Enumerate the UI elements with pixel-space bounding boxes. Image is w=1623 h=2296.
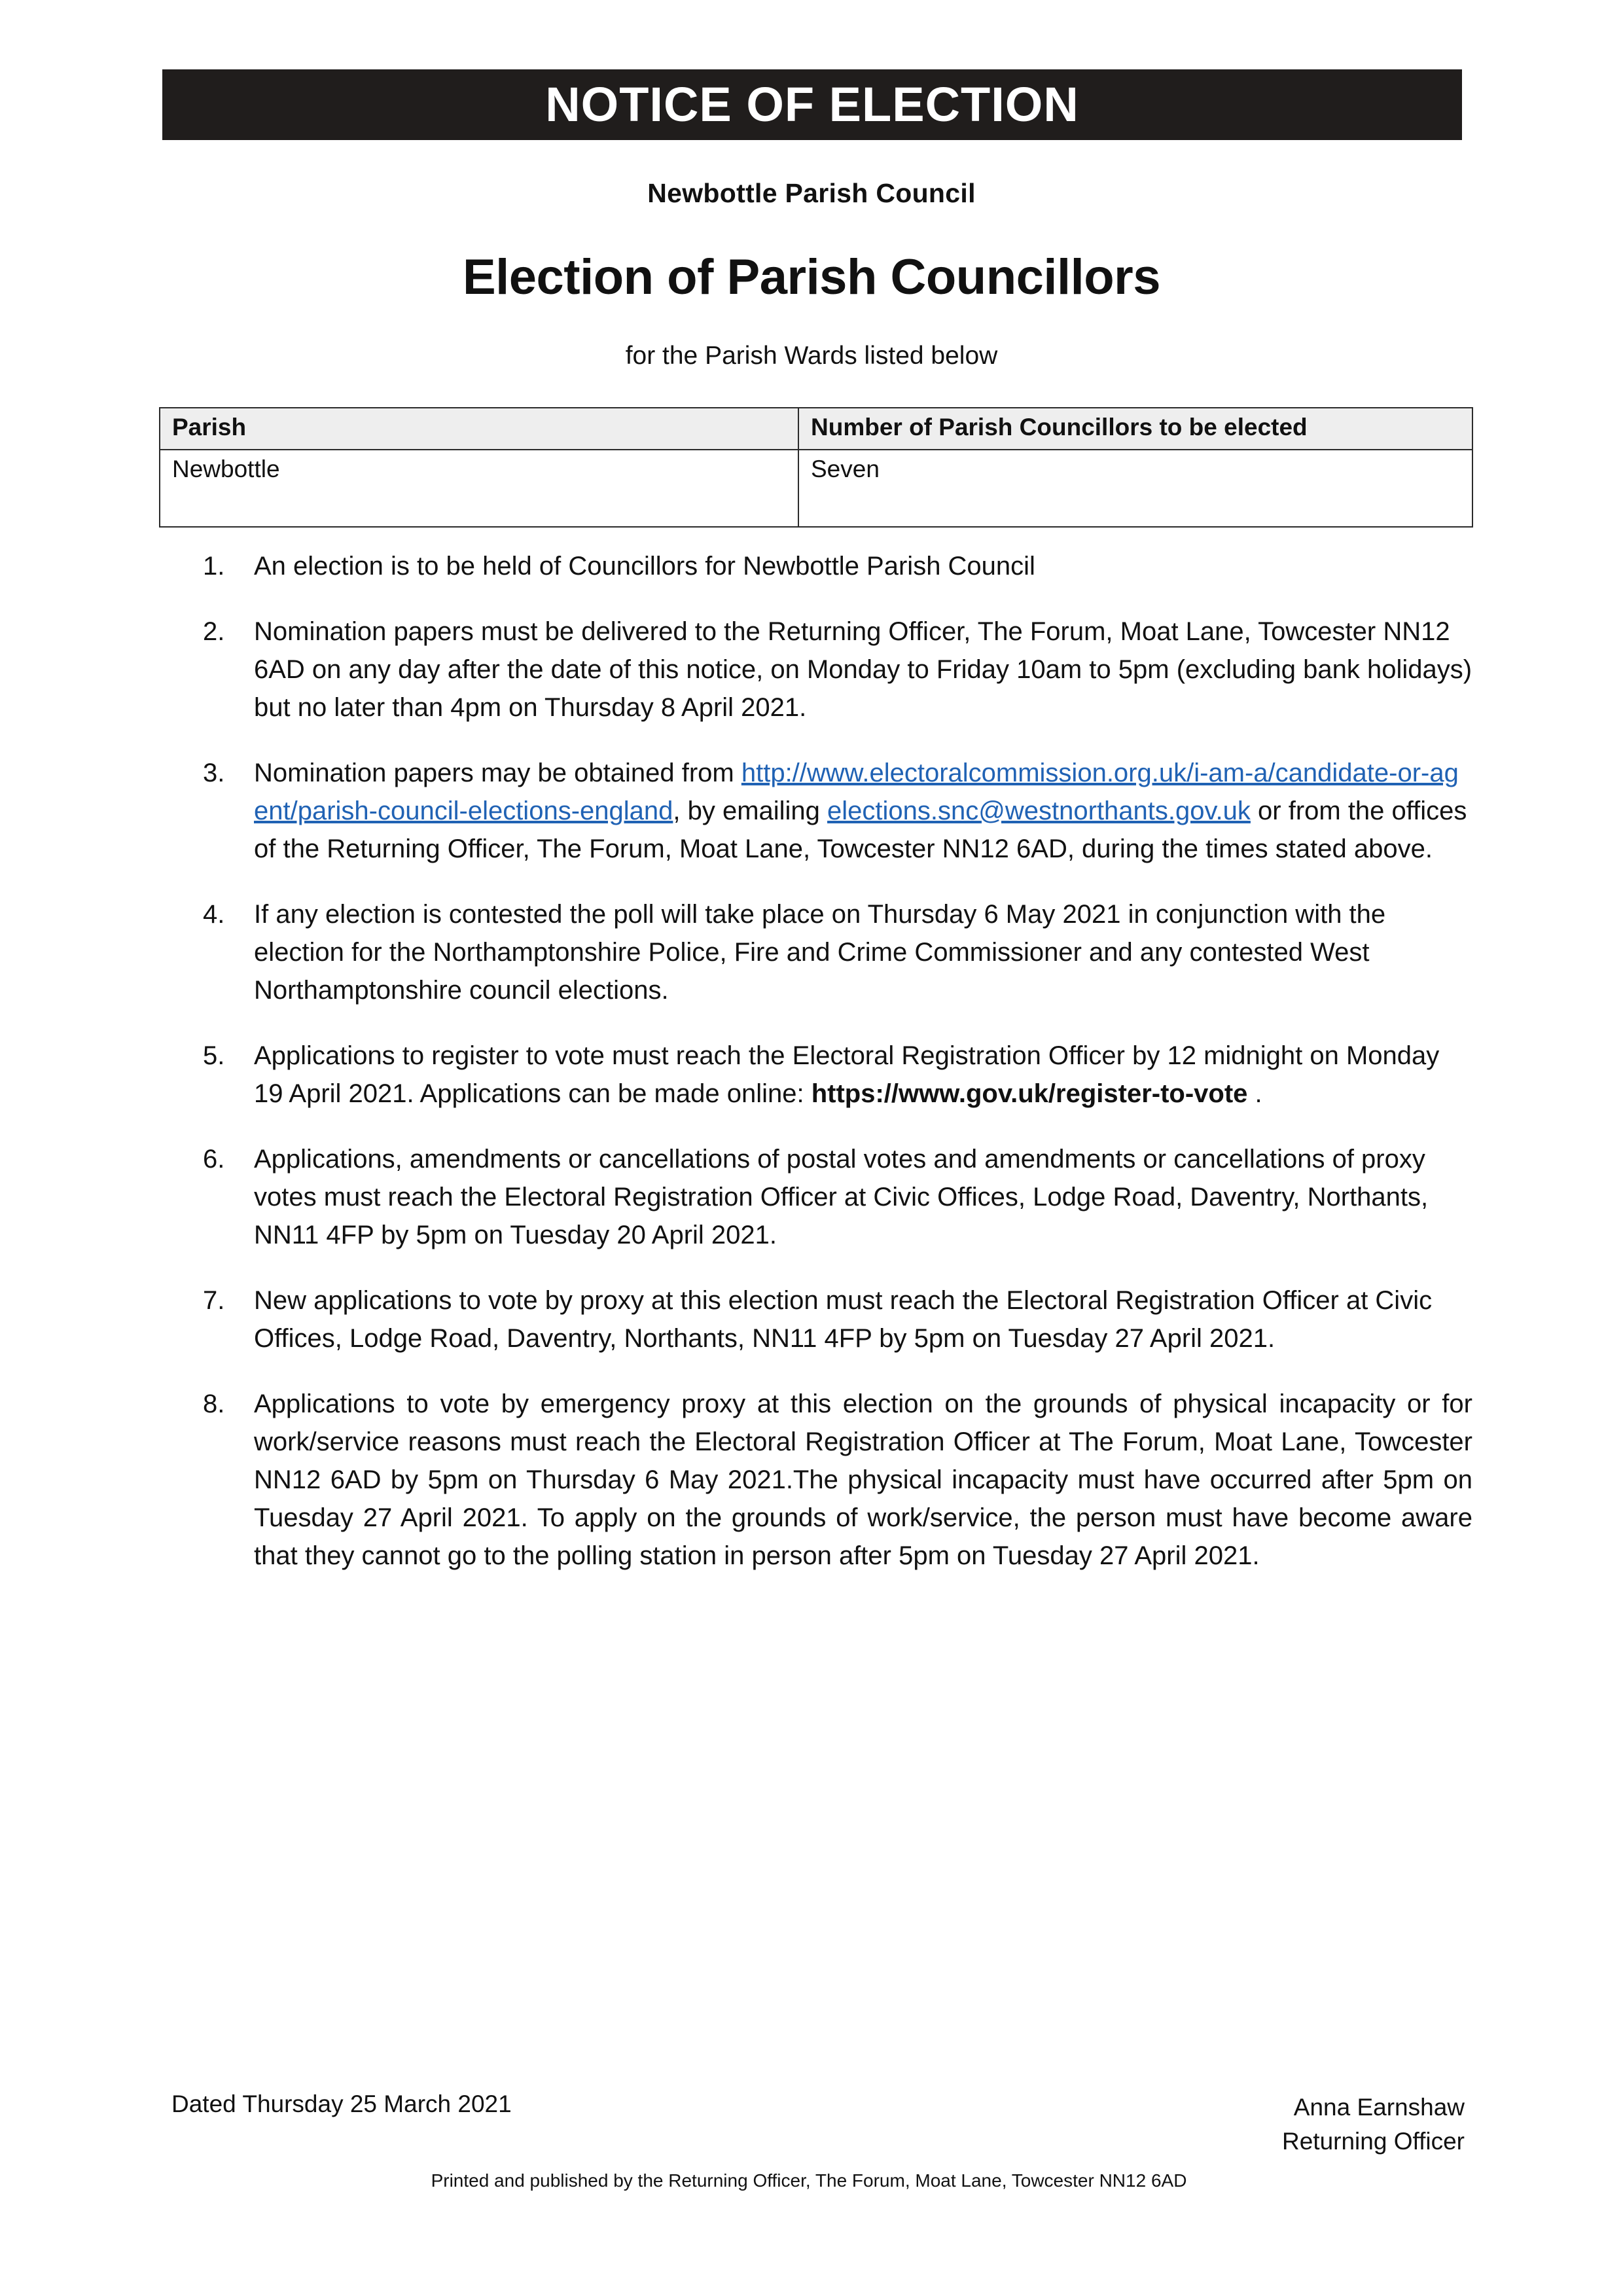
clause-text-run: Nomination papers may be obtained from — [254, 759, 741, 787]
clause-number: 2. — [203, 617, 225, 646]
print-publication-line — [0, 2170, 1623, 2191]
page-subtitle: for the Parish Wards listed below — [625, 342, 998, 370]
page-title: Election of Parish Councillors — [462, 249, 1161, 305]
column-header-councillors: Number of Parish Councillors to be elected — [798, 408, 1472, 450]
clause-number: 3. — [203, 759, 225, 787]
dated-line: Dated Thursday 25 March 2021 — [171, 2090, 512, 2117]
clause-text — [254, 1385, 1472, 1575]
clause-text-run: If any election is contested the poll will take place on Thursday 6 May 2021 in conjunction with the election for the Northamptonshire Police, Fire and Crime Commissioner and any contested West Northamptonshire council elections. — [254, 900, 1386, 1005]
returning-officer-name: Anna Earnshaw — [1293, 2094, 1465, 2121]
clause-number: 4. — [203, 900, 225, 929]
clause-number: 6. — [203, 1145, 225, 1174]
clause-number: 1. — [203, 552, 225, 581]
clause-text-run: Applications to register to vote must reach the Electoral Registration Officer by 12 midnight on Monday 19 April 2021. Applications can be made online: — [254, 1041, 1440, 1108]
clause-text-run: Applications, amendments or cancellations of postal votes and amendments or cancellations of proxy votes must reach the Electoral Registration Officer at Civic Offices, Lodge Road, Daventry, Northants, NN11 4FP by 5pm on Tuesday 20 April 2021. — [254, 1145, 1429, 1249]
print-publication-text: Printed and published by the Returning Officer, The Forum, Moat Lane, Towcester NN12 6AD — [431, 2170, 1187, 2191]
clause-link[interactable]: http://www.electoralcommission.org.uk/i-am-a/candidate-or-agent/parish-council-elections-england — [254, 759, 1459, 825]
notice-banner — [162, 69, 1462, 140]
clause-list — [203, 547, 1472, 1602]
clause-text — [254, 754, 1472, 868]
clause-number: 7. — [203, 1286, 225, 1315]
cell-parish-name: Newbottle — [160, 450, 798, 527]
clause-text — [254, 1140, 1472, 1254]
clause-link[interactable]: elections.snc@westnorthants.gov.uk — [827, 797, 1251, 825]
clause-bold-url: https://www.gov.uk/register-to-vote — [811, 1079, 1248, 1108]
clause-text — [254, 1282, 1472, 1357]
ward-table-header-row — [160, 408, 1472, 450]
clause-text-run: Applications to vote by emergency proxy at this election on the grounds of physical incapacity or for work/service reasons must reach the Electoral Registration Officer at The Forum, Moat Lane, Towcester NN12 6AD by 5pm on Thursday 6 May 2021.The physical incapacity must have occurred after 5pm on Tuesday 27 April 2021. To apply on the grounds of work/service, the person must have become aware that they cannot go to the polling station in person after 5pm on Tuesday 27 April 2021. — [254, 1390, 1472, 1570]
clause-text — [254, 613, 1472, 726]
table-row — [160, 450, 1472, 527]
clause-text-run: , by emailing — [673, 797, 828, 825]
clause-item — [203, 613, 1472, 726]
clause-text-run: or from the offices of the Returning Officer, The Forum, Moat Lane, Towcester NN12 6AD, during the times stated above. — [254, 797, 1467, 863]
clause-number: 8. — [203, 1390, 225, 1418]
clause-item — [203, 895, 1472, 1009]
clause-text-run: New applications to vote by proxy at this election must reach the Electoral Registration Officer at Civic Offices, Lodge Road, Daventry, Northants, NN11 4FP by 5pm on Tuesday 27 April 2021. — [254, 1286, 1433, 1353]
clause-text — [254, 547, 1472, 585]
clause-text-run: . — [1247, 1079, 1262, 1108]
clause-text-run: Nomination papers must be delivered to the Returning Officer, The Forum, Moat Lane, Towcester NN12 6AD on any day after the date of this notice, on Monday to Friday 10am to 5pm (excluding bank holidays) but no later than 4pm on Thursday 8 April 2021. — [254, 617, 1472, 722]
clause-text — [254, 895, 1472, 1009]
clause-number: 5. — [203, 1041, 225, 1070]
clause-text — [254, 1037, 1472, 1113]
clause-item — [203, 1140, 1472, 1254]
clause-text-run: An election is to be held of Councillors for Newbottle Parish Council — [254, 552, 1035, 581]
clause-item — [203, 547, 1472, 585]
ward-table — [159, 407, 1473, 528]
clause-item — [203, 1037, 1472, 1113]
notice-banner-title: NOTICE OF ELECTION — [545, 77, 1079, 132]
clause-item — [203, 1282, 1472, 1357]
clause-item — [203, 1385, 1472, 1575]
ward-table-body — [160, 450, 1472, 527]
council-name: Newbottle Parish Council — [647, 178, 976, 208]
clause-item — [203, 754, 1472, 868]
column-header-parish: Parish — [160, 408, 798, 450]
signoff-block — [1282, 2090, 1465, 2159]
returning-officer-title: Returning Officer — [1282, 2128, 1465, 2155]
cell-councillor-count: Seven — [798, 450, 1472, 527]
